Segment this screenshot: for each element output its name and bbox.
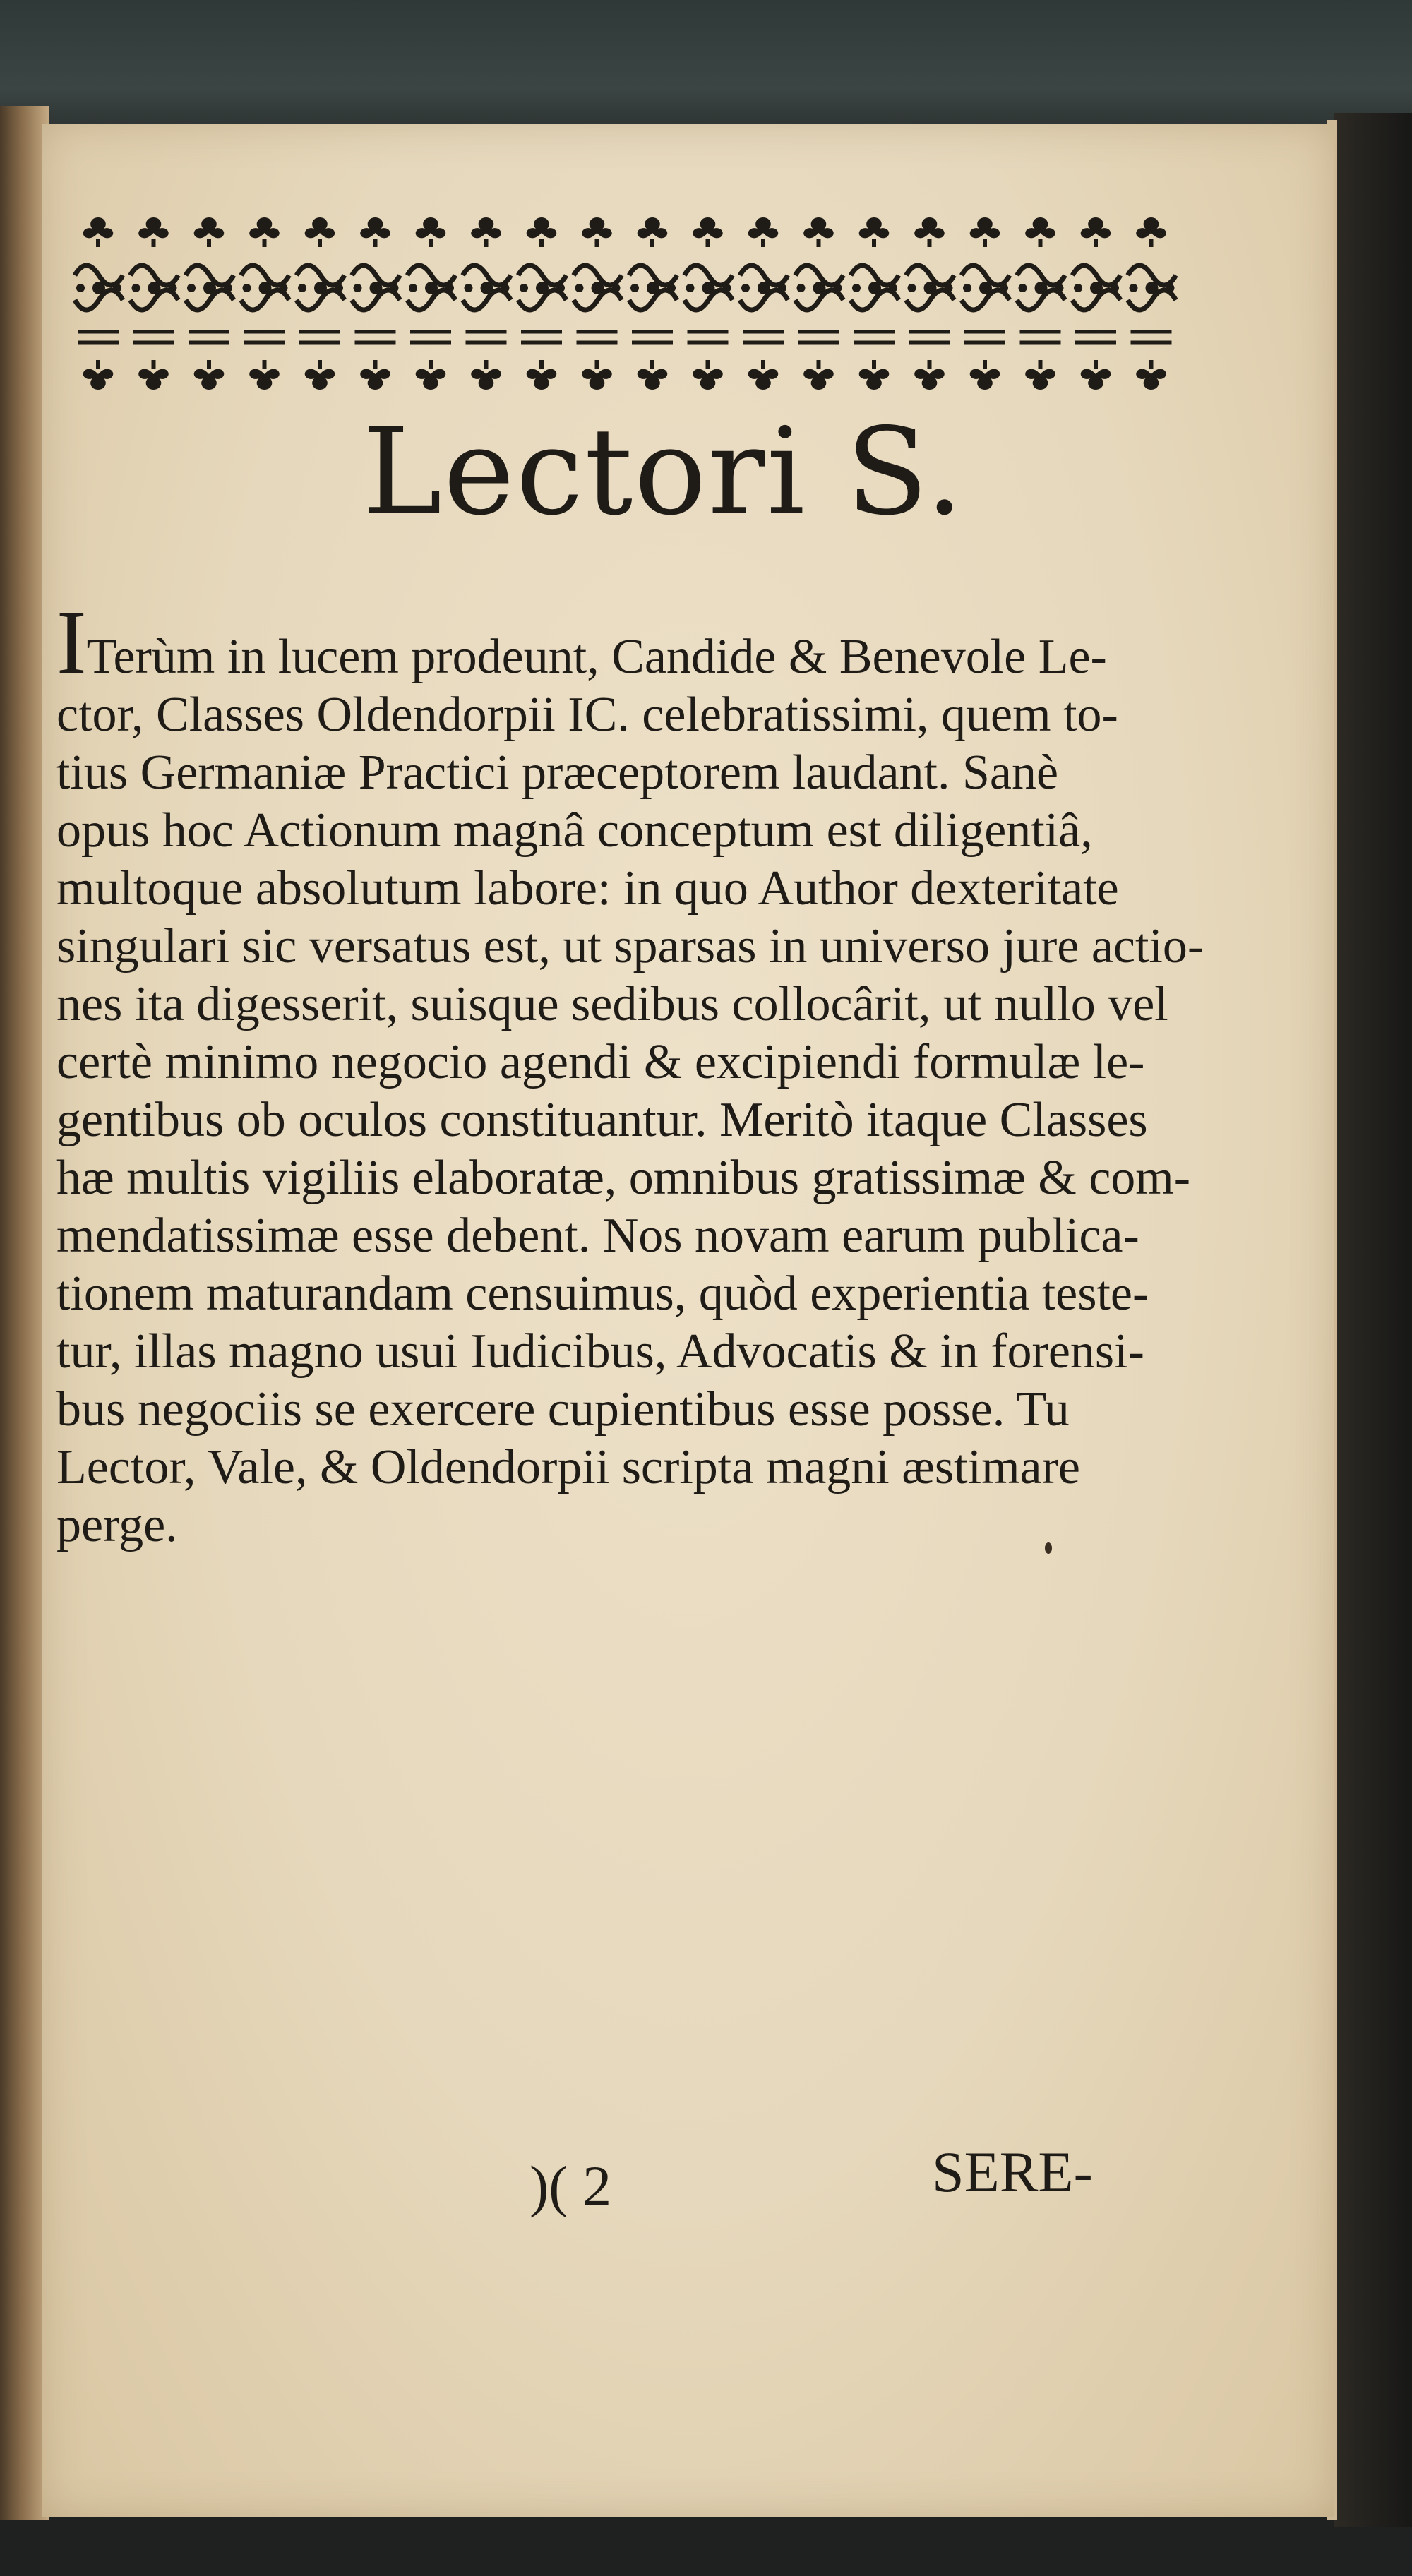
text-line: Lector, Vale, & Oldendorpii scripta magni æstimare [56, 1440, 1080, 1494]
drop-cap: I [56, 592, 87, 693]
text-line: perge. [56, 1498, 178, 1552]
text-line: tius Germaniæ Practici præceptorem laudant. Sanè [56, 745, 1059, 800]
text-line: gentibus ob oculos constituantur. Meritò itaque Classes [56, 1093, 1148, 1147]
text-line: hæ multis vigiliis elaboratæ, omnibus gratissimæ & com- [56, 1151, 1191, 1205]
text-line: mendatissimæ esse debent. Nos novam earum publica- [56, 1209, 1139, 1263]
ink-speck [1045, 1542, 1052, 1554]
text-line: multoque absolutum labore: in quo Author dexteritate [56, 861, 1119, 916]
signature-mark: )( 2 [530, 2154, 612, 2218]
text-line: bus negociis se exercere cupientibus esse posse. Tu [56, 1382, 1070, 1437]
preface-text [56, 592, 1207, 1554]
text-line: tur, illas magno usui Iudicibus, Advocatis & in forensi- [56, 1324, 1144, 1379]
text-line: singulari sic versatus est, ut sparsas in universo jure actio- [56, 919, 1204, 974]
text-line: ITerùm in lucem prodeunt, Candide & Benevole Le- [56, 592, 1107, 693]
page-title: Lectori S. [362, 402, 965, 542]
text-line: nes ita digesserit, suisque sedibus collocârit, ut nullo vel [56, 977, 1168, 1031]
text-line: tionem maturandam censuimus, quòd experientia teste- [56, 1266, 1149, 1321]
text-line: opus hoc Actionum magnâ conceptum est diligentiâ, [56, 803, 1093, 858]
text-line: certè minimo negocio agendi & excipiendi formulæ le- [56, 1035, 1145, 1089]
text-line: ctor, Classes Oldendorpii IC. celebratissimi, quem to- [56, 688, 1118, 742]
ornamental-headpiece [71, 212, 1179, 395]
catchword: SERE- [932, 2140, 1093, 2204]
